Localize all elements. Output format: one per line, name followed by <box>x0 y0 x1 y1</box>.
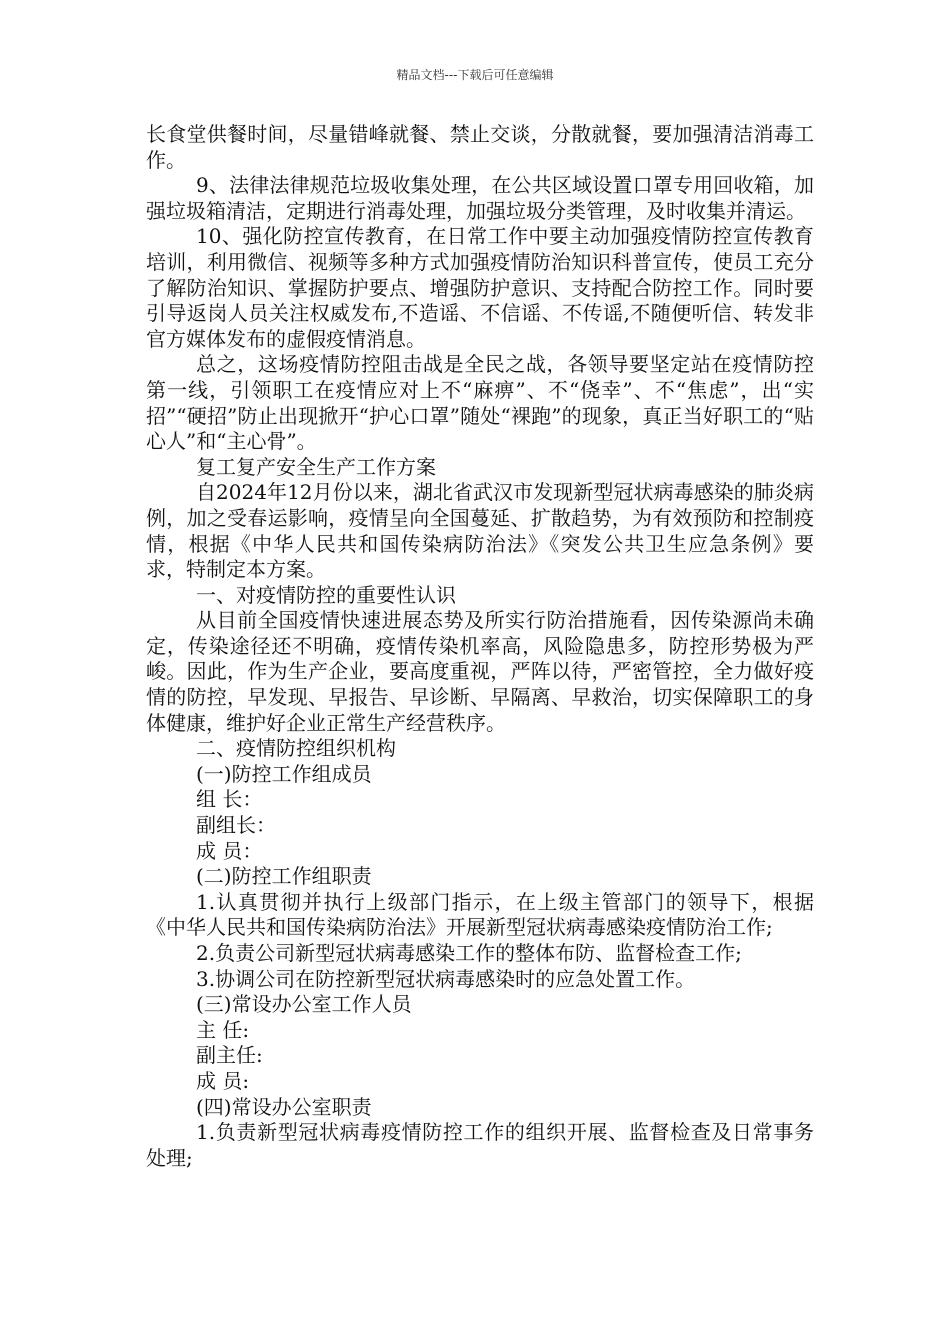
role-line: 组 长： <box>196 787 263 812</box>
paragraph: 10、强化防控宣传教育，在日常工作中要主动加强疫情防控宣传教育培训，利用微信、视频等多种方式加强疫情防治知识科普宣传，使员工充分了解防治知识、掌握防护要点、增强防护意识、支持配合防控工作。同时要引导返岗人员关注权威发布,不造谣、不信谣、不传谣,不随便听信、转发非官方媒体发布的虚假疫情消息。 <box>146 224 814 351</box>
paragraph: 从目前全国疫情快速进展态势及所实行防治措施看，因传染源尚未确定，传染途径还不明确，疫情传染机率高，风险隐患多，防控形势极为严峻。因此，作为生产企业，要高度重视，严阵以待，严密管控，全力做好疫情的防控，早发现、早报告、早诊断、早隔离、早救治，切实保障职工的身体健康，维护好企业正常生产经营秩序。 <box>146 608 814 735</box>
list-item: 1.负责新型冠状病毒疫情防控工作的组织开展、监督检查及日常事务处理; <box>146 1120 814 1170</box>
paragraph: 总之，这场疫情防控阻击战是全民之战，各领导要坚定站在疫情防控第一线，引领职工在疫情应对上不“麻痹”、不“侥幸”、不“焦虑”，出“实招”“硬招”防止出现掀开“护心口罩”随处“裸跑”的现象，真正当好职工的“贴心人”和“主心骨”。 <box>146 352 814 454</box>
section-title: 复工复产安全生产工作方案 <box>196 454 436 479</box>
list-item: 1.认真贯彻并执行上级部门指示，在上级主管部门的领导下，根据《中华人民共和国传染病防治法》开展新型冠状病毒感染疫情防治工作; <box>146 889 814 940</box>
paragraph: 长食堂供餐时间，尽量错峰就餐、禁止交谈，分散就餐，要加强清洁消毒工作。 <box>146 122 814 172</box>
role-line: 成 员： <box>196 838 263 863</box>
list-item: 3.协调公司在防控新型冠状病毒感染时的应急处置工作。 <box>196 966 696 991</box>
subsection-heading: (四)常设办公室职责 <box>196 1094 372 1119</box>
role-line: 副组长： <box>196 813 276 838</box>
list-item: 2.负责公司新型冠状病毒感染工作的整体布防、监督检查工作; <box>196 941 742 965</box>
role-line: 副主任: <box>196 1043 263 1068</box>
section-heading: 二、疫情防控组织机构 <box>196 736 396 761</box>
page-header: 精品文档---下载后可任意编辑 <box>396 68 554 82</box>
subsection-heading: (一)防控工作组成员 <box>196 761 372 786</box>
paragraph: 自2024年12月份以来，湖北省武汉市发现新型冠状病毒感染的肺炎病例，加之受春运影响，疫情呈向全国蔓延、扩散趋势，为有效预防和控制疫情，根据《中华人民共和国传染病防治法》《突发公共卫生应急条例》要求，特制定本方案。 <box>146 480 814 582</box>
role-line: 成 员: <box>196 1068 250 1093</box>
subsection-heading: (三)常设办公室工作人员 <box>196 992 412 1017</box>
section-heading: 一、对疫情防控的重要性认识 <box>196 582 456 607</box>
role-line: 主 任: <box>196 1017 250 1042</box>
document-body <box>146 122 814 1171</box>
subsection-heading: (二)防控工作组职责 <box>196 864 372 889</box>
paragraph: 9、法律法律规范垃圾收集处理，在公共区域设置口罩专用回收箱，加强垃圾箱清洁，定期进行消毒处理，加强垃圾分类管理，及时收集并清运。 <box>146 173 814 223</box>
